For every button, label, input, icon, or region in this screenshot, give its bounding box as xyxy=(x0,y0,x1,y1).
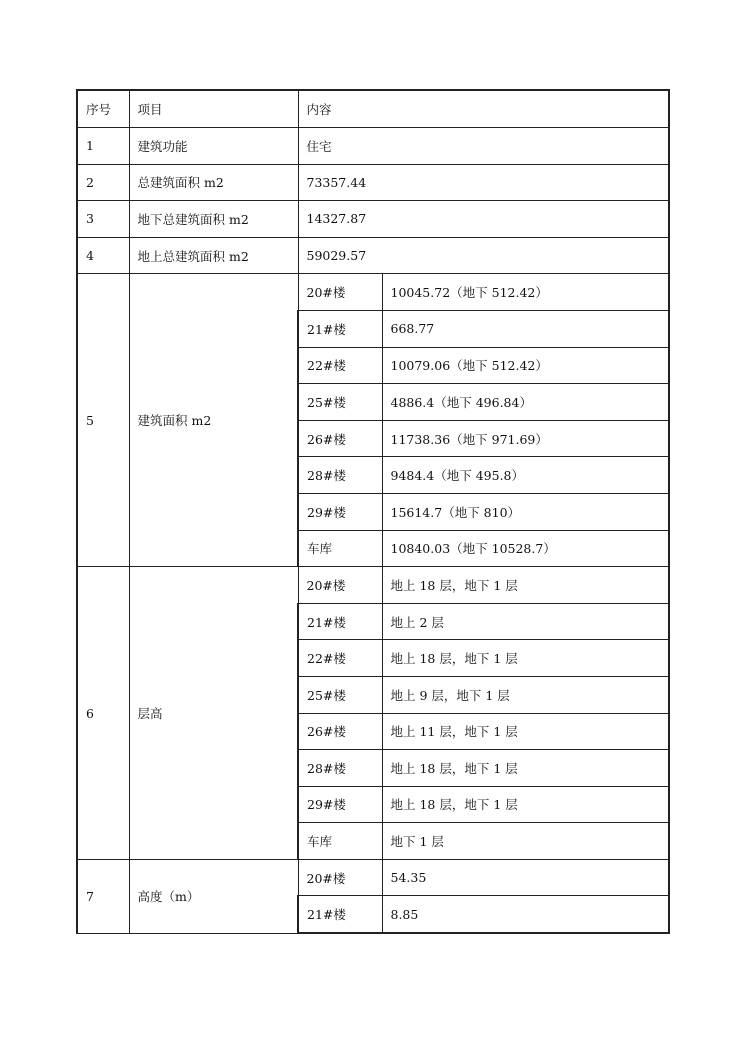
header-item: 项目 xyxy=(129,90,298,128)
building-cell: 25#楼 xyxy=(298,384,382,421)
value-cell: 地下 1 层 xyxy=(382,823,669,860)
group-no: 5 xyxy=(77,274,129,567)
row-item: 地上总建筑面积 m2 xyxy=(129,237,298,274)
building-cell: 26#楼 xyxy=(298,420,382,457)
project-overview-table xyxy=(76,89,670,934)
value-cell: 15614.7（地下 810） xyxy=(382,493,669,530)
value-cell: 地上 2 层 xyxy=(382,603,669,640)
table-row xyxy=(77,128,669,165)
row-no: 4 xyxy=(77,237,129,274)
building-cell: 20#楼 xyxy=(298,274,382,311)
row-no: 2 xyxy=(77,164,129,201)
building-cell: 20#楼 xyxy=(298,859,382,896)
building-cell: 22#楼 xyxy=(298,640,382,677)
group-item: 层高 xyxy=(129,567,298,860)
group-item: 高度（m） xyxy=(129,859,298,933)
building-cell: 车库 xyxy=(298,823,382,860)
building-cell: 21#楼 xyxy=(298,310,382,347)
building-cell: 22#楼 xyxy=(298,347,382,384)
row-content: 73357.44 xyxy=(298,164,669,201)
building-cell: 21#楼 xyxy=(298,896,382,933)
table-row xyxy=(77,237,669,274)
value-cell: 地上 18 层，地下 1 层 xyxy=(382,786,669,823)
value-cell: 10045.72（地下 512.42） xyxy=(382,274,669,311)
building-cell: 26#楼 xyxy=(298,713,382,750)
row-content: 住宅 xyxy=(298,128,669,165)
header-no: 序号 xyxy=(77,90,129,128)
value-cell: 地上 18 层，地下 1 层 xyxy=(382,567,669,604)
table-row xyxy=(77,274,669,311)
building-cell: 21#楼 xyxy=(298,603,382,640)
row-item: 建筑功能 xyxy=(129,128,298,165)
group-no: 7 xyxy=(77,859,129,933)
value-cell: 10840.03（地下 10528.7） xyxy=(382,530,669,567)
building-cell: 20#楼 xyxy=(298,567,382,604)
value-cell: 10079.06（地下 512.42） xyxy=(382,347,669,384)
row-no: 1 xyxy=(77,128,129,165)
table-header-row xyxy=(77,90,669,128)
building-cell: 28#楼 xyxy=(298,750,382,787)
value-cell: 地上 18 层，地下 1 层 xyxy=(382,750,669,787)
building-cell: 29#楼 xyxy=(298,493,382,530)
building-cell: 25#楼 xyxy=(298,676,382,713)
value-cell: 668.77 xyxy=(382,310,669,347)
row-content: 59029.57 xyxy=(298,237,669,274)
table-row xyxy=(77,164,669,201)
row-item: 总建筑面积 m2 xyxy=(129,164,298,201)
row-content: 14327.87 xyxy=(298,201,669,238)
row-item: 地下总建筑面积 m2 xyxy=(129,201,298,238)
value-cell: 8.85 xyxy=(382,896,669,933)
table-row xyxy=(77,567,669,604)
value-cell: 4886.4（地下 496.84） xyxy=(382,384,669,421)
value-cell: 54.35 xyxy=(382,859,669,896)
building-cell: 29#楼 xyxy=(298,786,382,823)
value-cell: 11738.36（地下 971.69） xyxy=(382,420,669,457)
group-item: 建筑面积 m2 xyxy=(129,274,298,567)
building-cell: 28#楼 xyxy=(298,457,382,494)
header-content: 内容 xyxy=(298,90,669,128)
value-cell: 地上 18 层，地下 1 层 xyxy=(382,640,669,677)
group-no: 6 xyxy=(77,567,129,860)
row-no: 3 xyxy=(77,201,129,238)
value-cell: 地上 11 层，地下 1 层 xyxy=(382,713,669,750)
table-row xyxy=(77,859,669,896)
building-cell: 车库 xyxy=(298,530,382,567)
value-cell: 9484.4（地下 495.8） xyxy=(382,457,669,494)
table-row xyxy=(77,201,669,238)
value-cell: 地上 9 层，地下 1 层 xyxy=(382,676,669,713)
